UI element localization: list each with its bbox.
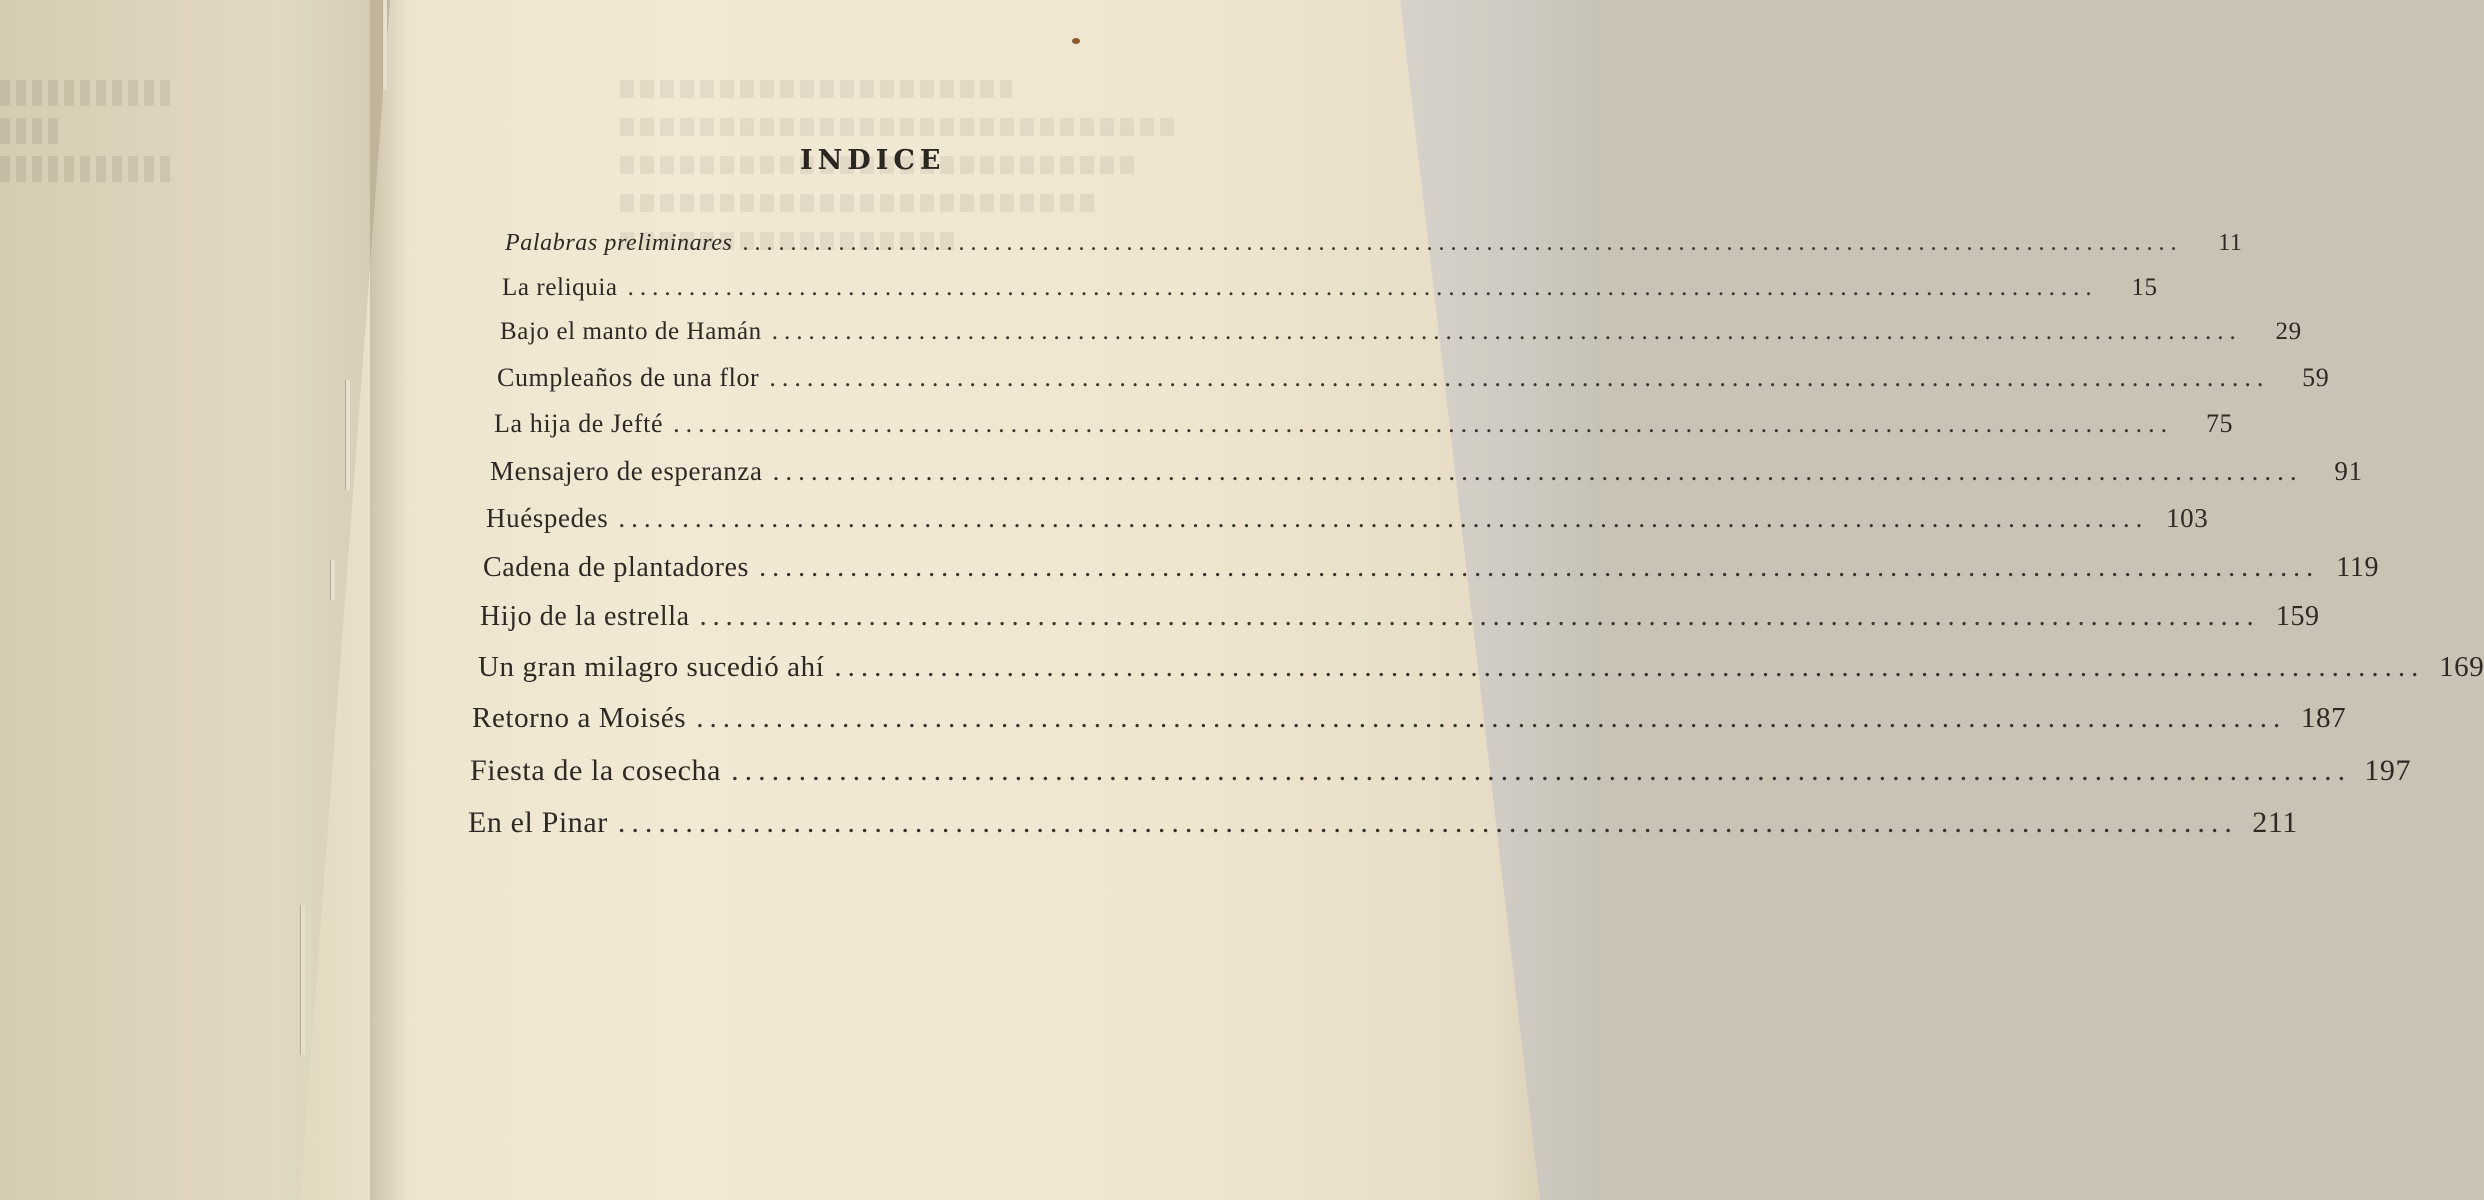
toc-entry-title: Bajo el manto de Hamán [500,318,762,345]
toc-entry-page-number: 75 [2205,409,2234,438]
toc-entry [472,702,2347,735]
leader-dots: ........................................................................................................................ [699,601,2260,632]
toc-entry-page-number: 29 [2275,318,2302,345]
toc-entry-title: En el Pinar [468,806,608,839]
leader-dots: ........................................................................................................................ [673,409,2174,438]
toc-entry-title: Palabras preliminares [505,230,733,256]
leader-dots: ........................................................................................................................ [731,754,2352,787]
toc-entry [494,409,2234,439]
toc-entry-page-number: 11 [2218,230,2243,256]
leader-dots: ........................................................................................................................ [772,456,2303,486]
toc-entry [483,552,2380,584]
toc-entry [478,651,2484,684]
toc-entry-page-number: 197 [2364,754,2412,787]
leader-dots: ........................................................................................................................ [742,230,2183,256]
toc-entry-page-number: 15 [2131,274,2158,301]
toc-entry-title: Mensajero de esperanza [490,456,763,486]
toc-entry-page-number: 187 [2300,702,2347,734]
leader-dots: ........................................................................................................................ [627,274,2098,301]
toc-entry [470,754,2412,788]
toc-entry [500,318,2302,346]
toc-entry [505,230,2243,257]
toc-entry-title: Cadena de plantadores [483,552,750,583]
toc-entry-title: La reliquia [502,274,618,301]
toc-entry [490,456,2363,487]
toc-entry-page-number: 103 [2166,503,2209,533]
leader-dots: ........................................................................................................................ [617,806,2238,839]
toc-entry-page-number: 211 [2252,806,2298,839]
toc-entry-title: Hijo de la estrella [480,601,690,632]
leader-dots: ........................................................................................................................ [759,552,2320,583]
toc-entry [497,363,2330,393]
toc-entry-title: Retorno a Moisés [472,702,687,734]
leader-dots: ........................................................................................................................ [769,363,2270,392]
page-title: INDICE [800,145,946,176]
leader-dots: ........................................................................................................................ [834,651,2425,683]
toc-entry-page-number: 91 [2334,456,2363,486]
toc-entry [468,806,2298,840]
leader-dots: ........................................................................................................................ [618,503,2149,533]
toc-entry-title: La hija de Jefté [494,409,664,438]
toc-entry-title: Huéspedes [486,503,609,533]
toc-entry [486,503,2209,534]
toc-entry [502,274,2158,302]
leader-dots: ........................................................................................................................ [696,702,2287,734]
toc-entry-page-number: 59 [2302,363,2330,392]
toc-entry-title: Fiesta de la cosecha [470,754,722,787]
toc-entry-page-number: 119 [2336,552,2380,583]
toc-entry-title: Un gran milagro sucedió ahí [478,651,825,683]
toc-entry-page-number: 169 [2439,651,2484,683]
toc-entry [480,601,2320,633]
toc-entry-page-number: 159 [2275,601,2320,632]
leader-dots: ........................................................................................................................ [771,318,2242,345]
toc-entry-title: Cumpleaños de una flor [497,363,760,392]
